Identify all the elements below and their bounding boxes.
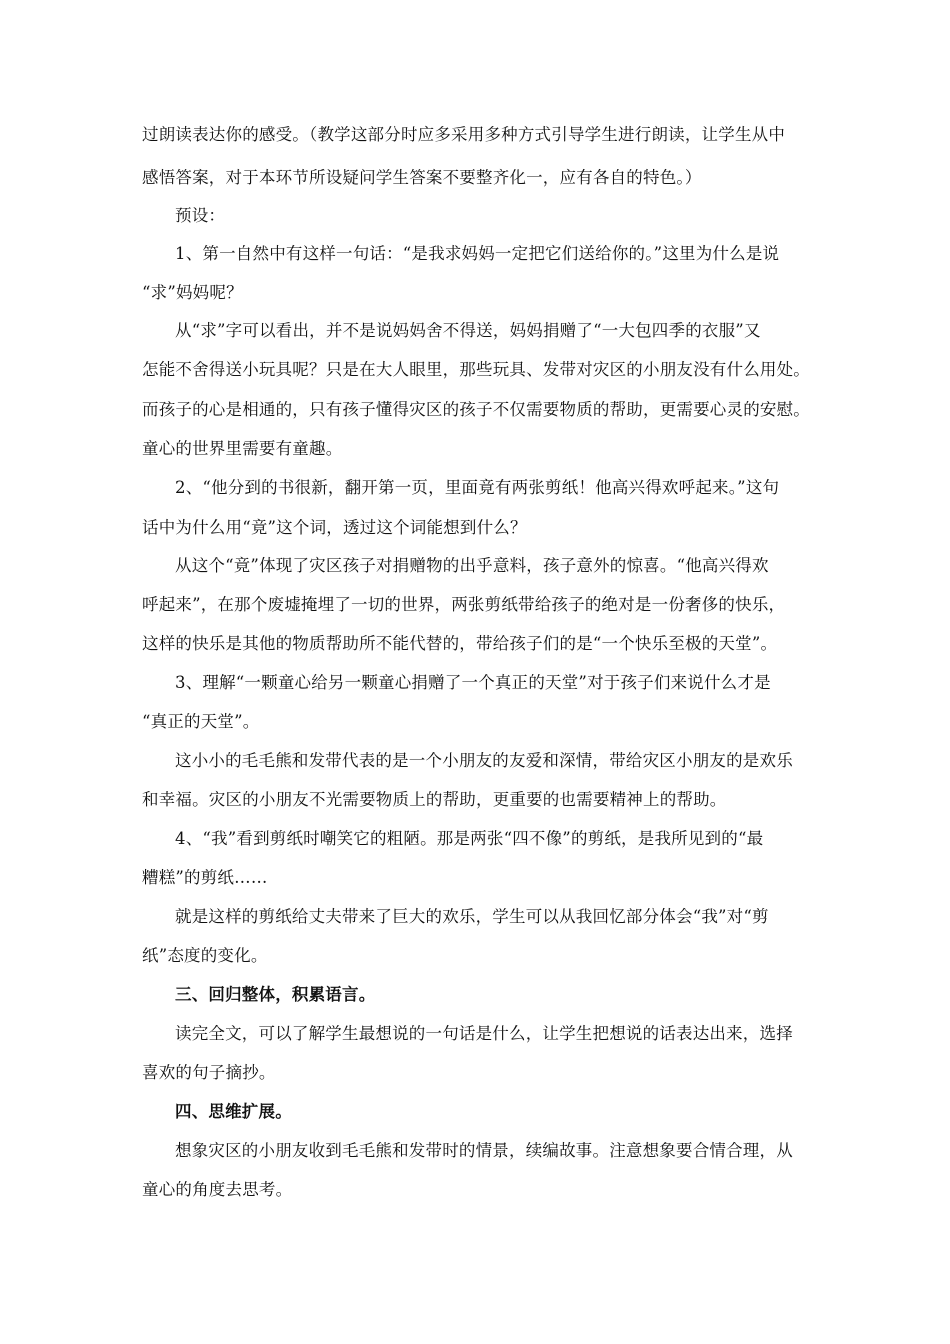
- text-line: 童心的角度去思考。: [142, 1180, 293, 1199]
- text-line: 而孩子的心是相通的，只有孩子懂得灾区的孩子不仅需要物质的帮助，更需要心灵的安慰。: [142, 400, 810, 419]
- text-line: 呼起来”，在那个废墟掩埋了一切的世界，两张剪纸带给孩子的绝对是一份奢侈的快乐，: [142, 595, 786, 614]
- text-line: “真正的天堂”。: [142, 712, 260, 731]
- text-line: 和幸福。灾区的小朋友不光需要物质上的帮助，更重要的也需要精神上的帮助。: [142, 790, 727, 809]
- text-line: 这样的快乐是其他的物质帮助所不能代替的，带给孩子们的是“一个快乐至极的天堂”。: [142, 634, 778, 653]
- text-line: 从这个“竟”体现了灾区孩子对捐赠物的出乎意料，孩子意外的惊喜。“他高兴得欢: [175, 556, 769, 575]
- section-heading: 三、回归整体，积累语言。: [175, 985, 376, 1004]
- text-line: 过朗读表达你的感受。（教学这部分时应多采用多种方式引导学生进行朗读，让学生从中: [142, 125, 786, 144]
- text-line: 就是这样的剪纸给丈夫带来了巨大的欢乐，学生可以从我回忆部分体会“我”对“剪: [175, 907, 769, 926]
- text-line: 3、理解“一颗童心给另一颗童心捐赠了一个真正的天堂”对于孩子们来说什么才是: [175, 673, 771, 692]
- text-line: 1、第一自然中有这样一句话：“是我求妈妈一定把它们送给你的。”这里为什么是说: [175, 244, 780, 263]
- text-line: 这小小的毛毛熊和发带代表的是一个小朋友的友爱和深情，带给灾区小朋友的是欢乐: [175, 751, 793, 770]
- section-heading: 四、思维扩展。: [175, 1102, 292, 1121]
- text-line: 糟糕”的剪纸……: [142, 868, 268, 887]
- text-line: 童心的世界里需要有童趣。: [142, 439, 343, 458]
- text-line: “求”妈妈呢？: [142, 283, 243, 302]
- text-line: 4、“我”看到剪纸时嘲笑它的粗陋。那是两张“四不像”的剪纸，是我所见到的“最: [175, 829, 764, 848]
- text-line: 喜欢的句子摘抄。: [142, 1063, 276, 1082]
- text-line: 想象灾区的小朋友收到毛毛熊和发带时的情景，续编故事。注意想象要合情合理，从: [175, 1141, 793, 1160]
- text-line: 怎能不舍得送小玩具呢？只是在大人眼里，那些玩具、发带对灾区的小朋友没有什么用处。: [142, 360, 810, 379]
- text-line: 话中为什么用“竟”这个词，透过这个词能想到什么？: [142, 518, 527, 537]
- text-line: 从“求”字可以看出，并不是说妈妈舍不得送，妈妈捐赠了“一大包四季的衣服”又: [175, 321, 761, 340]
- text-line: 感悟答案，对于本环节所设疑问学生答案不要整齐化一，应有各自的特色。）: [142, 168, 702, 187]
- text-line: 读完全文，可以了解学生最想说的一句话是什么，让学生把想说的话表达出来，选择: [175, 1024, 793, 1043]
- text-line: 纸”态度的变化。: [142, 946, 268, 965]
- text-line: 2、“他分到的书很新，翻开第一页，里面竟有两张剪纸！他高兴得欢呼起来。”这句: [175, 478, 780, 497]
- text-line: 预设：: [175, 206, 226, 225]
